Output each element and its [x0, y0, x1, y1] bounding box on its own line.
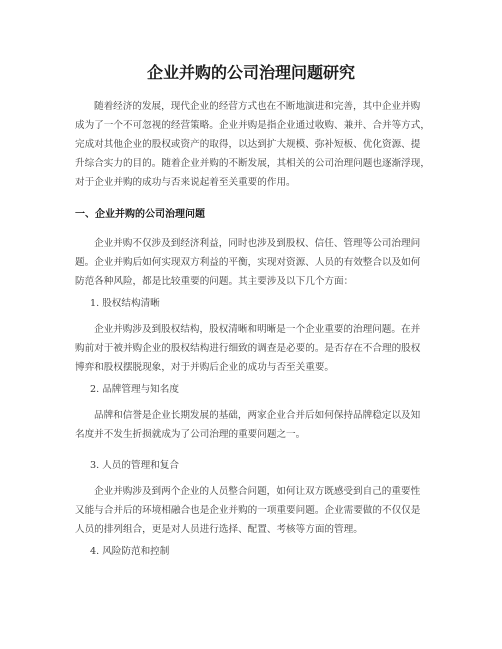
item-paragraph	[75, 320, 443, 377]
section-heading: 一、企业并购的公司治理问题	[75, 209, 205, 220]
item-line: 企业并购涉及到股权结构，股权清晰和明晰是一个企业重要的治理问题。在并	[94, 324, 421, 335]
section-line: 题。企业并购后如何实现双方利益的平衡，实现对资源、人员的有效整合以及如何	[75, 257, 421, 268]
item-line: 企业并购涉及到两个企业的人员整合问题，如何让双方既感受到自己的重要性	[94, 486, 421, 497]
item-line: 品牌和信誉是企业长期发展的基础，两家企业合并后如何保持品牌稳定以及知	[94, 410, 421, 421]
item-line: 博弈和股权摆脱现象，对于并购后企业的成功与否至关重要。	[75, 362, 335, 373]
item-paragraph	[75, 482, 443, 539]
item-title: 2. 品牌管理与知名度	[90, 384, 179, 395]
section-line: 企业并购不仅涉及到经济利益，同时也涉及到股权、信任、管理等公司治理问	[94, 238, 421, 249]
item-line: 又能与合并后的环境相融合也是企业并购的一项重要问题。企业需要做的不仅仅是	[75, 505, 421, 516]
item-line: 名度并不发生折损就成为了公司治理的重要问题之一。	[75, 429, 306, 440]
intro-line: 随着经济的发展，现代企业的经营方式也在不断地演进和完善，其中企业并购	[94, 101, 421, 112]
item-line: 人员的排列组合，更是对人员进行选择、配置、考核等方面的管理。	[75, 524, 363, 535]
section-paragraph	[75, 234, 443, 291]
intro-line: 升综合实力的目的。随着企业并购的不断发展，其相关的公司治理问题也逐渐浮现，	[75, 158, 430, 169]
intro-line: 完成对其他企业的股权或资产的取得，以达到扩大规模、弥补短板、优化资源、提	[75, 139, 421, 150]
intro-line: 对于企业并购的成功与否来说起着至关重要的作用。	[75, 177, 296, 188]
intro-paragraph	[75, 97, 443, 192]
document-title: 企业并购的公司治理问题研究	[146, 63, 355, 82]
item-title: 1. 股权结构清晰	[90, 298, 160, 309]
item-line: 购前对于被并购企业的股权结构进行细致的调查是必要的。是否存在不合理的股权	[75, 343, 421, 354]
item-title: 4. 风险防范和控制	[90, 546, 170, 557]
intro-line: 成为了一个不可忽视的经营策略。企业并购是指企业通过收购、兼并、合并等方式，	[75, 120, 430, 131]
section-line: 防范各种风险，都是比较重要的问题。其主要涉及以下几个方面：	[75, 276, 354, 287]
item-title: 3. 人员的管理和复合	[90, 460, 179, 471]
item-paragraph	[75, 406, 443, 444]
